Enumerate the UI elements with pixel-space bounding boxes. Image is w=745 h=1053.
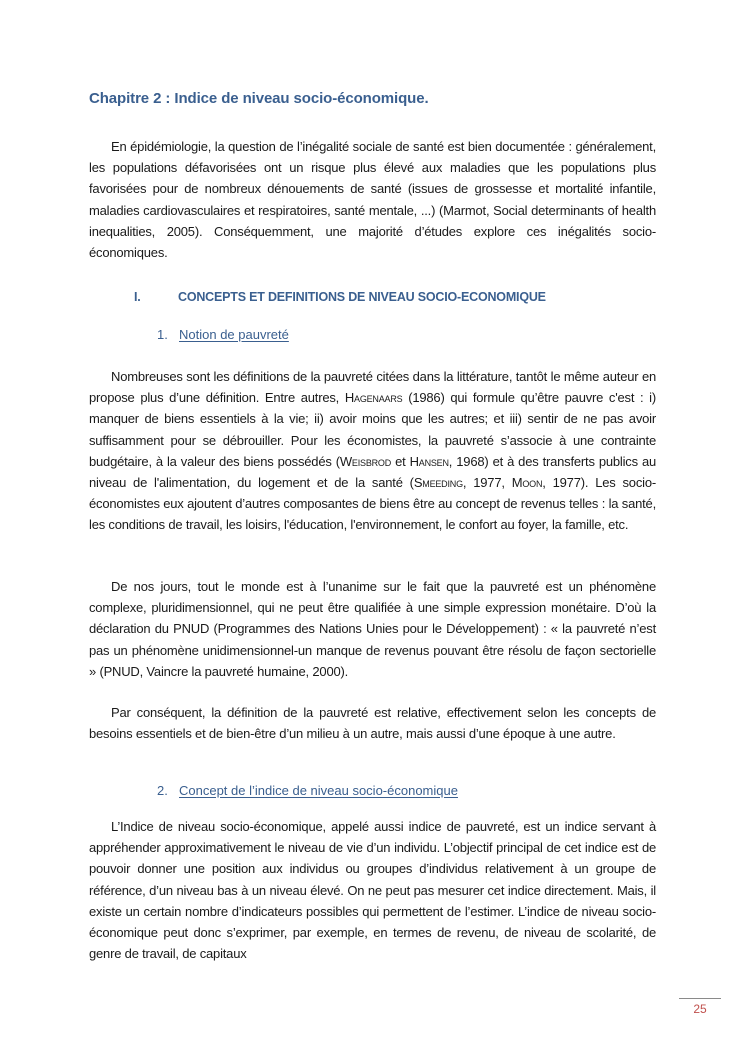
- subsection-heading-1: [157, 327, 289, 342]
- text-run: , 1977). Les socio-économistes eux ajoutent d’autres composantes de biens être au concept de revenus telles : la santé, les conditions de travail, les loisirs, l'éducation, l'environnement, le confort au foyer, la famille, etc.: [89, 475, 656, 533]
- subsection-number: 1.: [157, 327, 168, 342]
- paragraph-poverty-definitions: [89, 366, 656, 536]
- text-run: , 1968) et à des transferts publics au niveau de l'alimentation, du logement et de la santé (: [89, 453, 657, 491]
- paragraph-relative-definition: Par conséquent, la définition de la pauvreté est relative, effectivement selon les concepts de besoins essentiels et de bien-être d’un milieu à un autre, mais aussi d’une époque à une autre.: [89, 705, 656, 742]
- paragraph-multidimensional-poverty: De nos jours, tout le monde est à l’unanime sur le fait que la pauvreté est un phénomène complexe, pluridimensionnel, qui ne peut être qualifiée à une simple expression monétaire. D’où la déclaration du PNUD (Programmes des Nations Unies pour le Développement) : « la pauvreté n’est pas un phénomène unidimensionnel-un manque de revenus pouvant être résolu de façon sectorielle » (PNUD, Vaincre la pauvreté humaine, 2000).: [89, 579, 656, 679]
- author-name: Smeeding: [413, 475, 463, 491]
- text-run: , 1977,: [462, 475, 512, 491]
- paragraph-index-concept: L’Indice de niveau socio-économique, appelé aussi indice de pauvreté, est un indice servant à appréhender approximativement le niveau de vie d’un individu. L’objectif principal de cet indice est de pouvoir donner une position aux individus ou groupes d’individus relativement à un groupe de référence, d’un niveau bas à un niveau élevé. On ne peut pas mesurer cet indice directement. Mais, il existe un certain nombre d’indicateurs possibles qui permettent de l’estimer. L’indice de niveau socio-économique peut donc s’exprimer, par exemple, en termes de revenu, de niveau de scolarité, de genre de travail, de capitaux: [89, 819, 656, 962]
- text-run: (1986) qui formule qu’être pauvre c'est : i) manquer de biens essentiels à la vie; ii) avoir moins que les autres; et iii) sentir de ne pas avoir suffisamment pour se débrouiller. Pour les économistes, la pauvreté s’associe à une contrainte budgétaire, à la valeur des biens possédés (: [89, 390, 656, 469]
- page-number: 25: [693, 1002, 707, 1016]
- section-title: CONCEPTS ET DEFINITIONS DE NIVEAU SOCIO-ECONOMIQUE: [178, 290, 546, 304]
- text-run: et: [391, 453, 410, 469]
- text-run: Nombreuses sont les définitions de la pauvreté citées dans la littérature, tantôt le même auteur en propose plus d’une définition. Entre autres,: [89, 369, 656, 406]
- author-name: Hagenaars: [344, 390, 403, 406]
- subsection-heading-2: [157, 783, 458, 798]
- footer-rule: [679, 998, 721, 999]
- author-name: Moon: [511, 475, 543, 491]
- subsection-title: Concept de l’indice de niveau socio-économique: [179, 783, 458, 798]
- chapter-title: Chapitre 2 : Indice de niveau socio-économique.: [89, 90, 429, 107]
- section-heading: [134, 290, 546, 304]
- author-name: Hansen: [409, 453, 449, 469]
- subsection-number: 2.: [157, 783, 168, 798]
- section-number: I.: [134, 290, 141, 304]
- intro-paragraph: En épidémiologie, la question de l’inégalité sociale de santé est bien documentée : généralement, les populations défavorisées ont un risque plus élevé aux maladies que les populations plus favorisées pour de nombreux dénouements de santé (issues de grossesse et mortalité infantile, maladies cardiovasculaires et respiratoires, santé mentale, ...) (Marmot, Social determinants of health inequalities, 2005). Conséquemment, une majorité d’études explore ces inégalités socio-économiques.: [89, 139, 656, 261]
- subsection-title: Notion de pauvreté: [179, 327, 289, 342]
- author-name: Weisbrod: [339, 453, 392, 469]
